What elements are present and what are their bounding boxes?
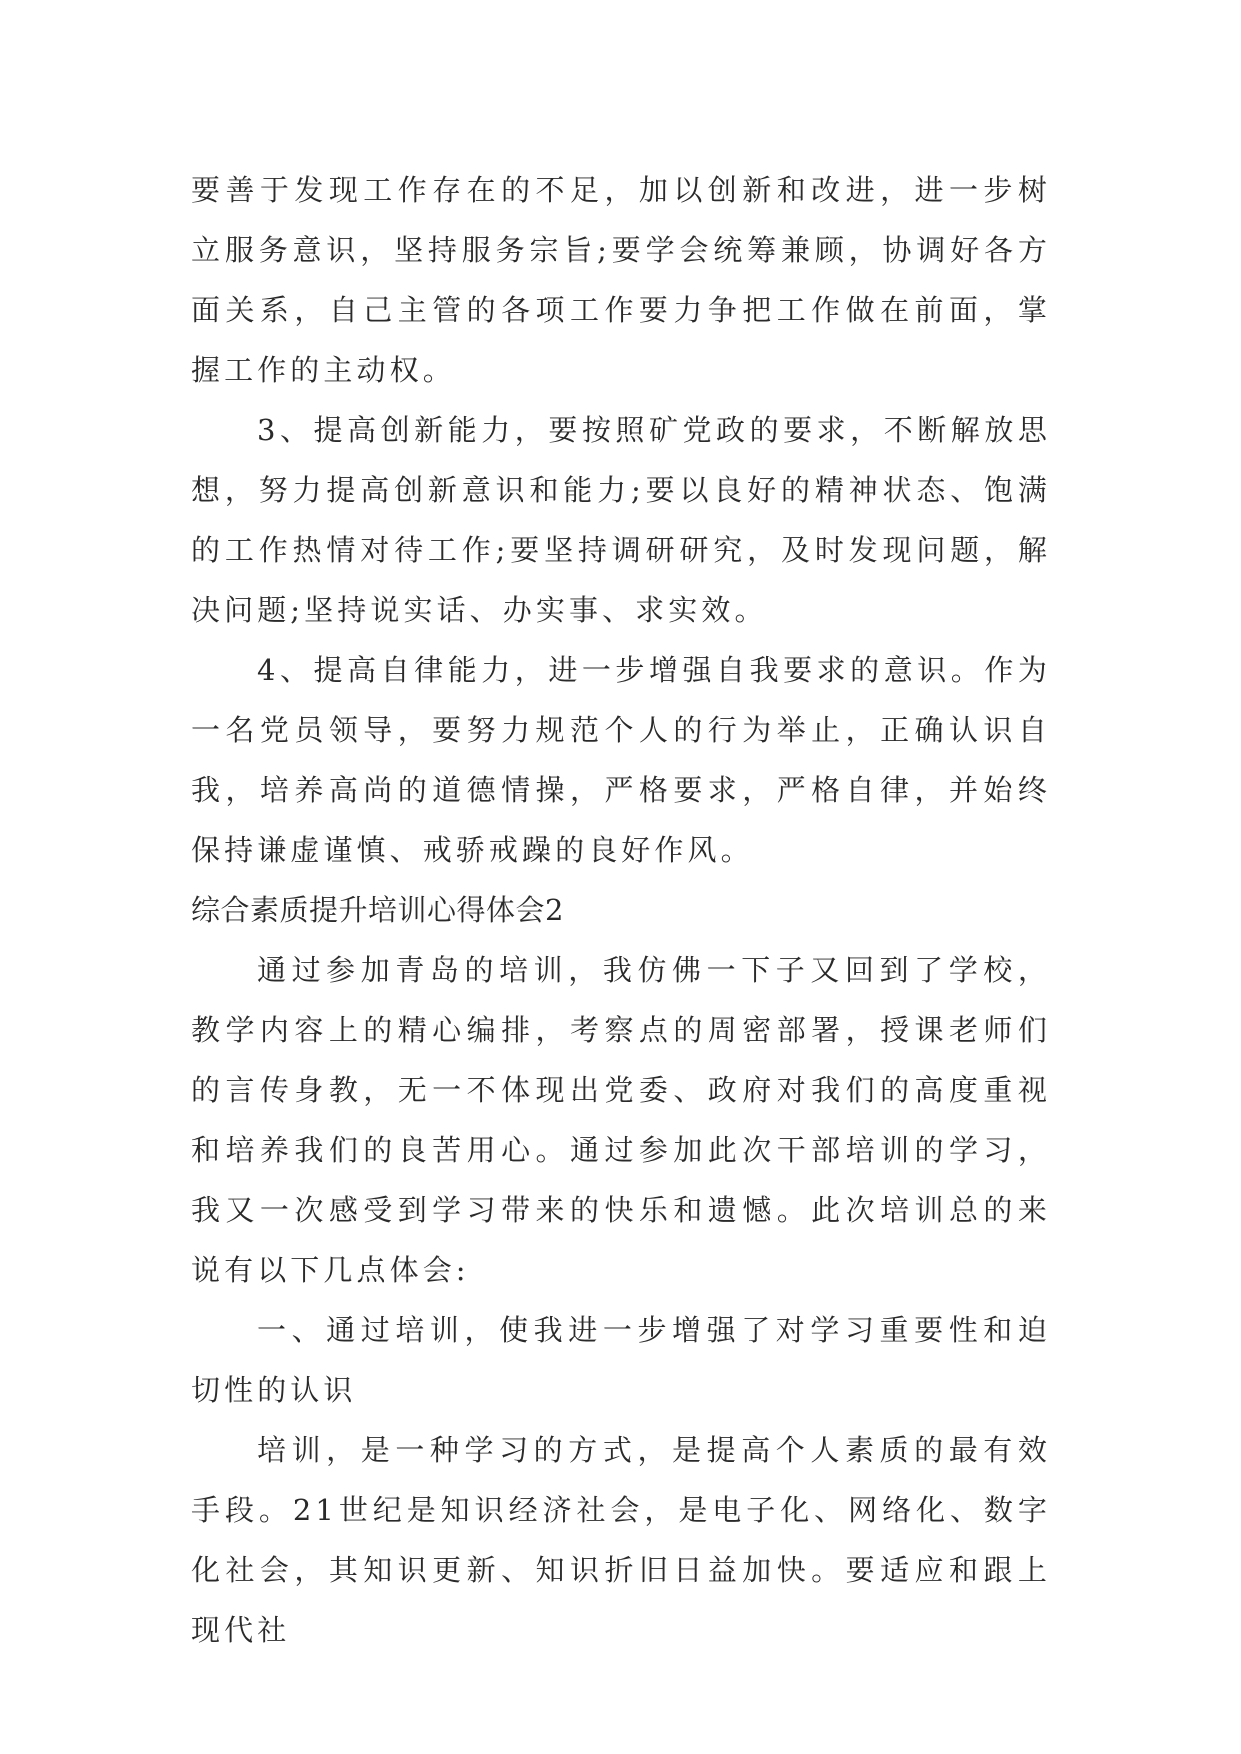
section-heading: 综合素质提升培训心得体会2: [191, 893, 564, 927]
document-body: [191, 160, 1051, 1660]
paragraph-continuation: 要善于发现工作存在的不足，加以创新和改进，进一步树立服务意识，坚持服务宗旨;要学会统筹兼顾，协调好各方面关系，自己主管的各项工作要力争把工作做在前面，掌握工作的主动权。: [191, 173, 1051, 387]
paragraph-training-method: 培训，是一种学习的方式，是提高个人素质的最有效手段。21世纪是知识经济社会，是电子化、网络化、数字化社会，其知识更新、知识折旧日益加快。要适应和跟上现代社: [191, 1433, 1051, 1647]
paragraph-training-intro: 通过参加青岛的培训，我仿佛一下子又回到了学校，教学内容上的精心编排，考察点的周密部署，授课老师们的言传身教，无一不体现出党委、政府对我们的高度重视和培养我们的良苦用心。通过参加此次干部培训的学习，我又一次感受到学习带来的快乐和遗憾。此次培训总的来说有以下几点体会:: [191, 953, 1051, 1287]
paragraph-self-discipline: 4、提高自律能力，进一步增强自我要求的意识。作为一名党员领导，要努力规范个人的行为举止，正确认识自我，培养高尚的道德情操，严格要求，严格自律，并始终保持谦虚谨慎、戒骄戒躁的良好作风。: [191, 653, 1051, 867]
paragraph-point-one: 一、通过培训，使我进一步增强了对学习重要性和迫切性的认识: [191, 1313, 1051, 1407]
paragraph-innovation: 3、提高创新能力，要按照矿党政的要求，不断解放思想，努力提高创新意识和能力;要以良好的精神状态、饱满的工作热情对待工作;要坚持调研研究，及时发现问题，解决问题;坚持说实话、办实事、求实效。: [191, 413, 1051, 627]
